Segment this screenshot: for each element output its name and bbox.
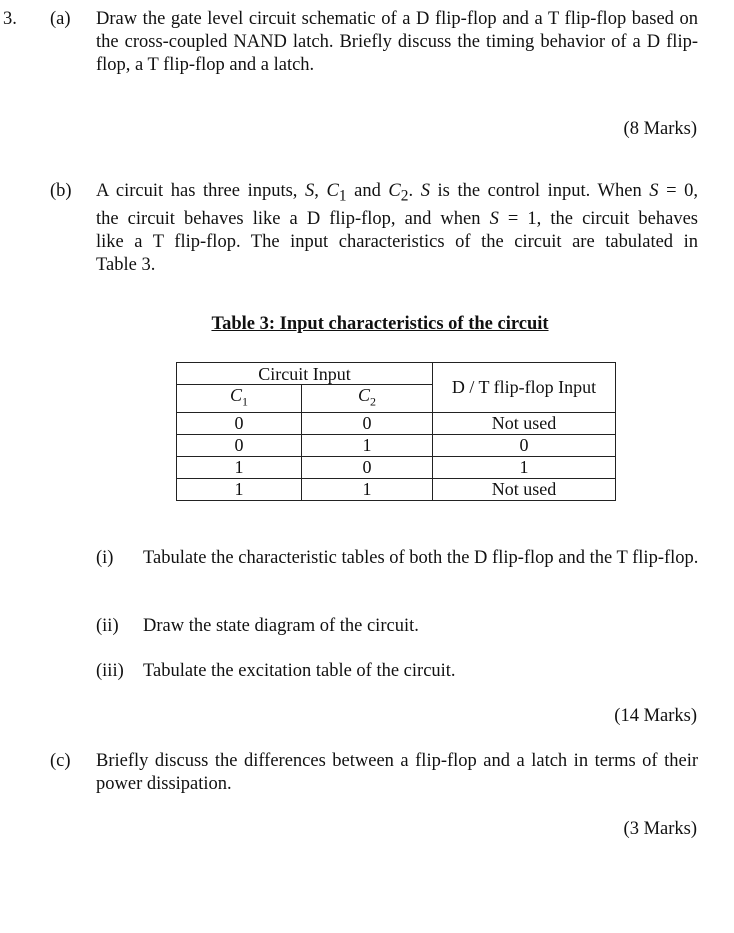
cell-c1: 1 — [177, 478, 302, 500]
question-number: 3. — [3, 9, 17, 29]
part-b-text — [96, 180, 698, 277]
table-row — [177, 434, 616, 456]
cell-c2: 0 — [302, 412, 433, 434]
part-b-line-1: A circuit has three inputs, S, $C_1$ and $C_2$. S is the control input. When S = 0, — [96, 181, 699, 205]
part-a-text: Draw the gate level circuit schematic of a D flip-flop and a T flip-flop based on the cross-coupled NAND latch. Briefly discuss the timing behavior of a D flip-flop, a T flip-flop and a latch. — [96, 9, 698, 75]
cell-c1: 0 — [177, 412, 302, 434]
part-c-marks: (3 Marks) — [623, 819, 697, 839]
group-header: Circuit Input — [177, 363, 433, 385]
cell-c2: 1 — [302, 478, 433, 500]
part-b-line-4: Table 3. — [96, 254, 156, 275]
sub-iii-text: Tabulate the excitation table of the circuit. — [143, 661, 456, 681]
sub-ii-text: Draw the state diagram of the circuit. — [143, 616, 419, 636]
cell-c1: 0 — [177, 434, 302, 456]
cell-out: 1 — [433, 456, 616, 478]
c2-header: $C_2$ — [302, 385, 433, 413]
part-b-marks: (14 Marks) — [614, 706, 697, 726]
sub-ii-label: (ii) — [96, 616, 119, 636]
table-row — [177, 412, 616, 434]
part-b-label: (b) — [50, 181, 72, 201]
part-c-label: (c) — [50, 751, 71, 771]
part-b-line-2: the circuit behaves like a D flip-flop, and when S = 1, the circuit behaves — [96, 208, 698, 229]
table-title: Table 3: Input characteristics of the circuit — [211, 314, 549, 334]
sub-i-text: Tabulate the characteristic tables of both the D flip-flop and the T flip-flop. — [143, 548, 699, 568]
part-b-line-3: like a T flip-flop. The input characteristics of the circuit are tabulated in — [96, 231, 698, 252]
sub-i-label: (i) — [96, 548, 114, 568]
table-row — [177, 456, 616, 478]
cell-out: Not used — [433, 412, 616, 434]
sub-iii-label: (iii) — [96, 661, 124, 681]
cell-out: 0 — [433, 434, 616, 456]
part-c-text: Briefly discuss the differences between a flip-flop and a latch in terms of their power dissipation. — [96, 751, 698, 794]
cell-c2: 0 — [302, 456, 433, 478]
cell-out: Not used — [433, 478, 616, 500]
part-a-marks: (8 Marks) — [623, 119, 697, 139]
output-header: D / T flip-flop Input — [433, 363, 616, 413]
cell-c2: 1 — [302, 434, 433, 456]
cell-c1: 1 — [177, 456, 302, 478]
part-a-label: (a) — [50, 9, 71, 29]
input-characteristics-table — [176, 362, 616, 501]
c1-header: $C_1$ — [177, 385, 302, 413]
table-row — [177, 478, 616, 500]
